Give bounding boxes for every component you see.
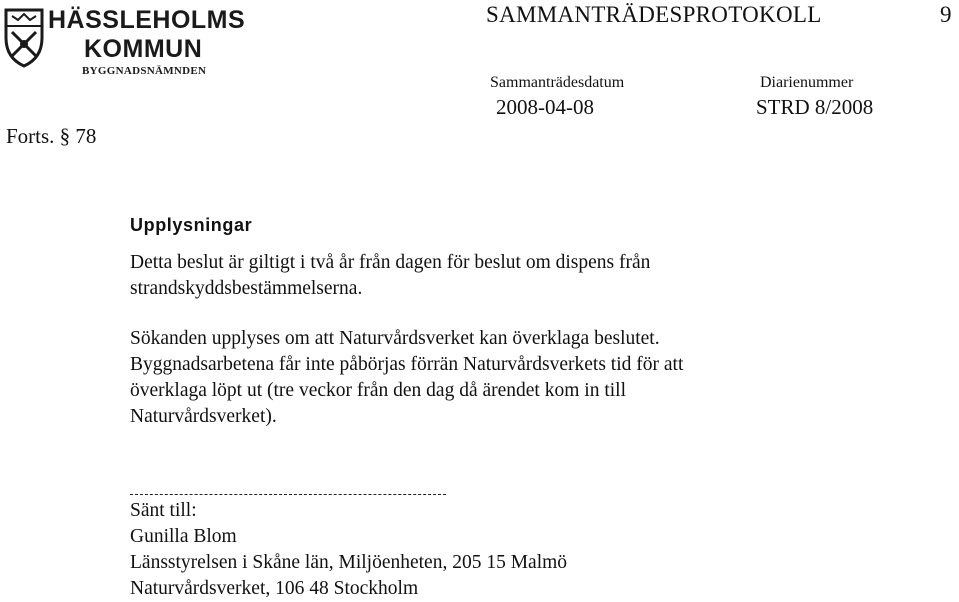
recipient: Länsstyrelsen i Skåne län, Miljöenheten, 205 15 Malmö <box>130 552 568 573</box>
meeting-date: 2008-04-08 <box>496 95 594 119</box>
meeting-date-label: Sammanträdesdatum <box>490 74 625 91</box>
logo-municipality-name: HÄSSLEHOLMS <box>48 6 246 34</box>
municipal-crest-icon <box>2 4 46 68</box>
paragraph-line: strandskyddsbestämmelserna. <box>130 278 363 299</box>
logo-committee: BYGGNADSNÄMNDEN <box>82 65 207 77</box>
distribution-list <box>130 498 567 602</box>
paragraph-line: Detta beslut är giltigt i två år från dagen för beslut om dispens från <box>130 252 651 273</box>
paragraph-line: överklaga löpt ut (tre veckor från den dag då ärendet kom in till <box>130 380 626 401</box>
registry-number: STRD 8/2008 <box>756 95 874 119</box>
paragraph-line: Naturvårdsverket). <box>130 406 277 427</box>
distribution-label: Sänt till: <box>130 500 197 521</box>
paragraph-validity <box>130 250 650 302</box>
paragraph-appeal <box>130 326 683 430</box>
document-title: SAMMANTRÄDESPROTOKOLL <box>486 2 822 27</box>
paragraph-line: Byggnadsarbetena får inte påbörjas förrän Naturvårdsverkets tid för att <box>130 354 684 375</box>
divider-line <box>130 494 446 495</box>
section-reference: Forts. § 78 <box>6 124 97 148</box>
recipient: Gunilla Blom <box>130 526 237 547</box>
registry-number-label: Diarienummer <box>760 74 854 91</box>
page-number: 9 <box>940 2 952 27</box>
paragraph-line: Sökanden upplyses om att Naturvårdsverket kan överklaga beslutet. <box>130 328 660 349</box>
logo-kommun: KOMMUN <box>84 35 203 63</box>
section-heading: Upplysningar <box>130 215 253 235</box>
recipient: Naturvårdsverket, 106 48 Stockholm <box>130 578 419 599</box>
